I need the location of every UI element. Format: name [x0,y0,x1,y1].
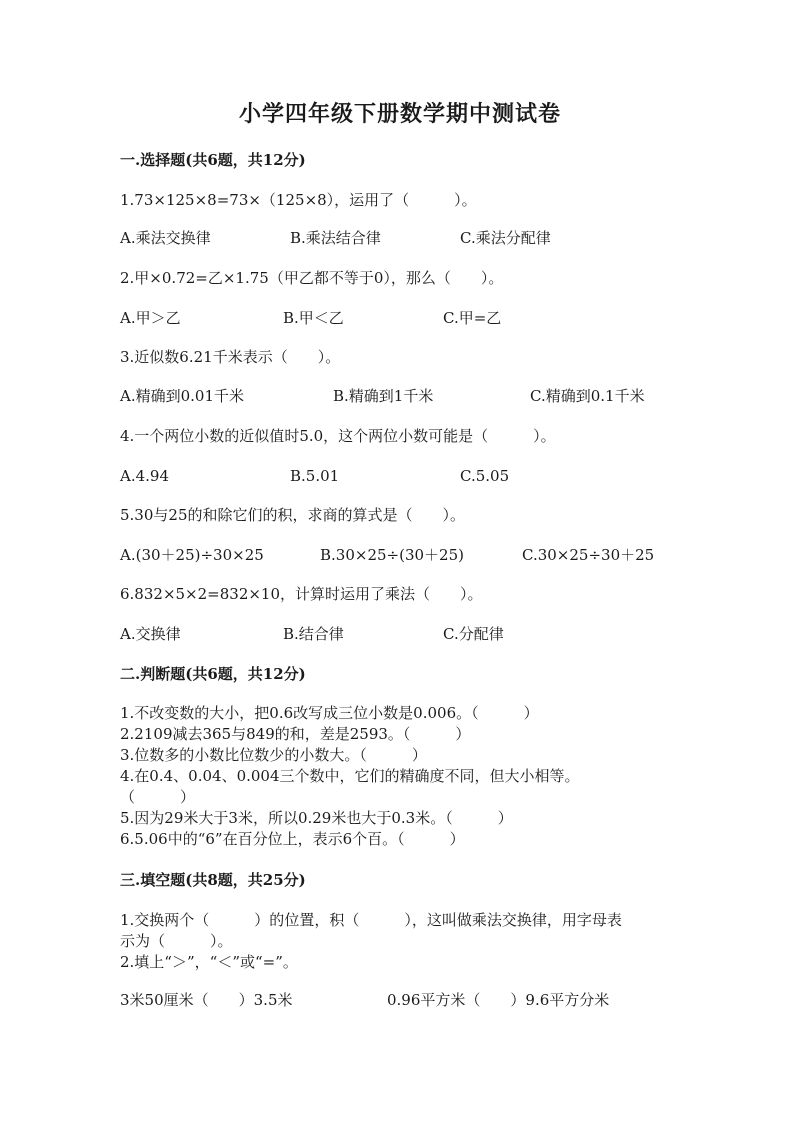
page-title: 小学四年级下册数学期中测试卷 [238,101,561,127]
section-heading-choice: 一.选择题(共6题，共12分) [120,151,306,169]
question-stem: 4.一个两位小数的近似值时5.0，这个两位小数可能是（ ）。 [120,427,556,445]
section-heading-fill: 三.填空题(共8题，共25分) [120,871,306,889]
option-b: B.30×25÷(30＋25) [320,546,464,564]
option-a: A.交换律 [120,625,181,643]
option-a: A.乘法交换律 [120,229,211,247]
option-b: B.乘法结合律 [290,229,381,247]
option-c: C.分配律 [443,625,504,643]
judge-line: 4.在0.4、0.04、0.004三个数中，它们的精确度不同，但大小相等。 [120,767,580,785]
fill-item: 3米50厘米（ ）3.5米 [120,991,293,1009]
section-heading-judge: 二.判断题(共6题，共12分) [120,665,306,683]
judge-line: 6.5.06中的“6”在百分位上，表示6个百。（ ） [120,830,465,848]
option-c: C.30×25÷30＋25 [522,546,655,564]
option-a: A.甲＞乙 [120,309,181,327]
option-b: B.甲＜乙 [283,309,344,327]
question-stem: 2.甲×0.72=乙×1.75（甲乙都不等于0），那么（ ）。 [120,269,504,287]
judge-line: 5.因为29米大于3米，所以0.29米也大于0.3米。（ ） [120,809,513,827]
fill-line: 2.填上“＞”，“＜”或“=”。 [120,953,298,971]
question-stem: 3.近似数6.21千米表示（ ）。 [120,348,341,366]
fill-item: 0.96平方米（ ）9.6平方分米 [387,991,610,1009]
option-c: C.5.05 [460,467,510,485]
option-a: A.(30＋25)÷30×25 [120,546,264,564]
question-stem: 1.73×125×8=73×（125×8），运用了（ ）。 [120,191,477,209]
judge-line: 2.2109减去365与849的和，差是2593。（ ） [120,725,471,743]
option-c: C.甲=乙 [443,309,502,327]
judge-line: 1.不改变数的大小，把0.6改写成三位小数是0.006。（ ） [120,704,539,722]
option-b: B.5.01 [290,467,340,485]
judge-line: 3.位数多的小数比位数少的小数大。（ ） [120,746,427,764]
question-stem: 6.832×5×2=832×10，计算时运用了乘法（ ）。 [120,585,483,603]
option-a: A.4.94 [120,467,169,485]
question-stem: 5.30与25的和除它们的积，求商的算式是（ ）。 [120,506,465,524]
option-a: A.精确到0.01千米 [120,387,244,405]
option-b: B.精确到1千米 [333,387,434,405]
option-c: C.精确到0.1千米 [530,387,645,405]
fill-line: 示为（ ）。 [120,932,233,950]
option-c: C.乘法分配律 [460,229,551,247]
fill-line: 1.交换两个（ ）的位置，积（ ），这叫做乘法交换律，用字母表 [120,911,622,929]
option-b: B.结合律 [283,625,344,643]
judge-line: （ ） [120,788,196,806]
